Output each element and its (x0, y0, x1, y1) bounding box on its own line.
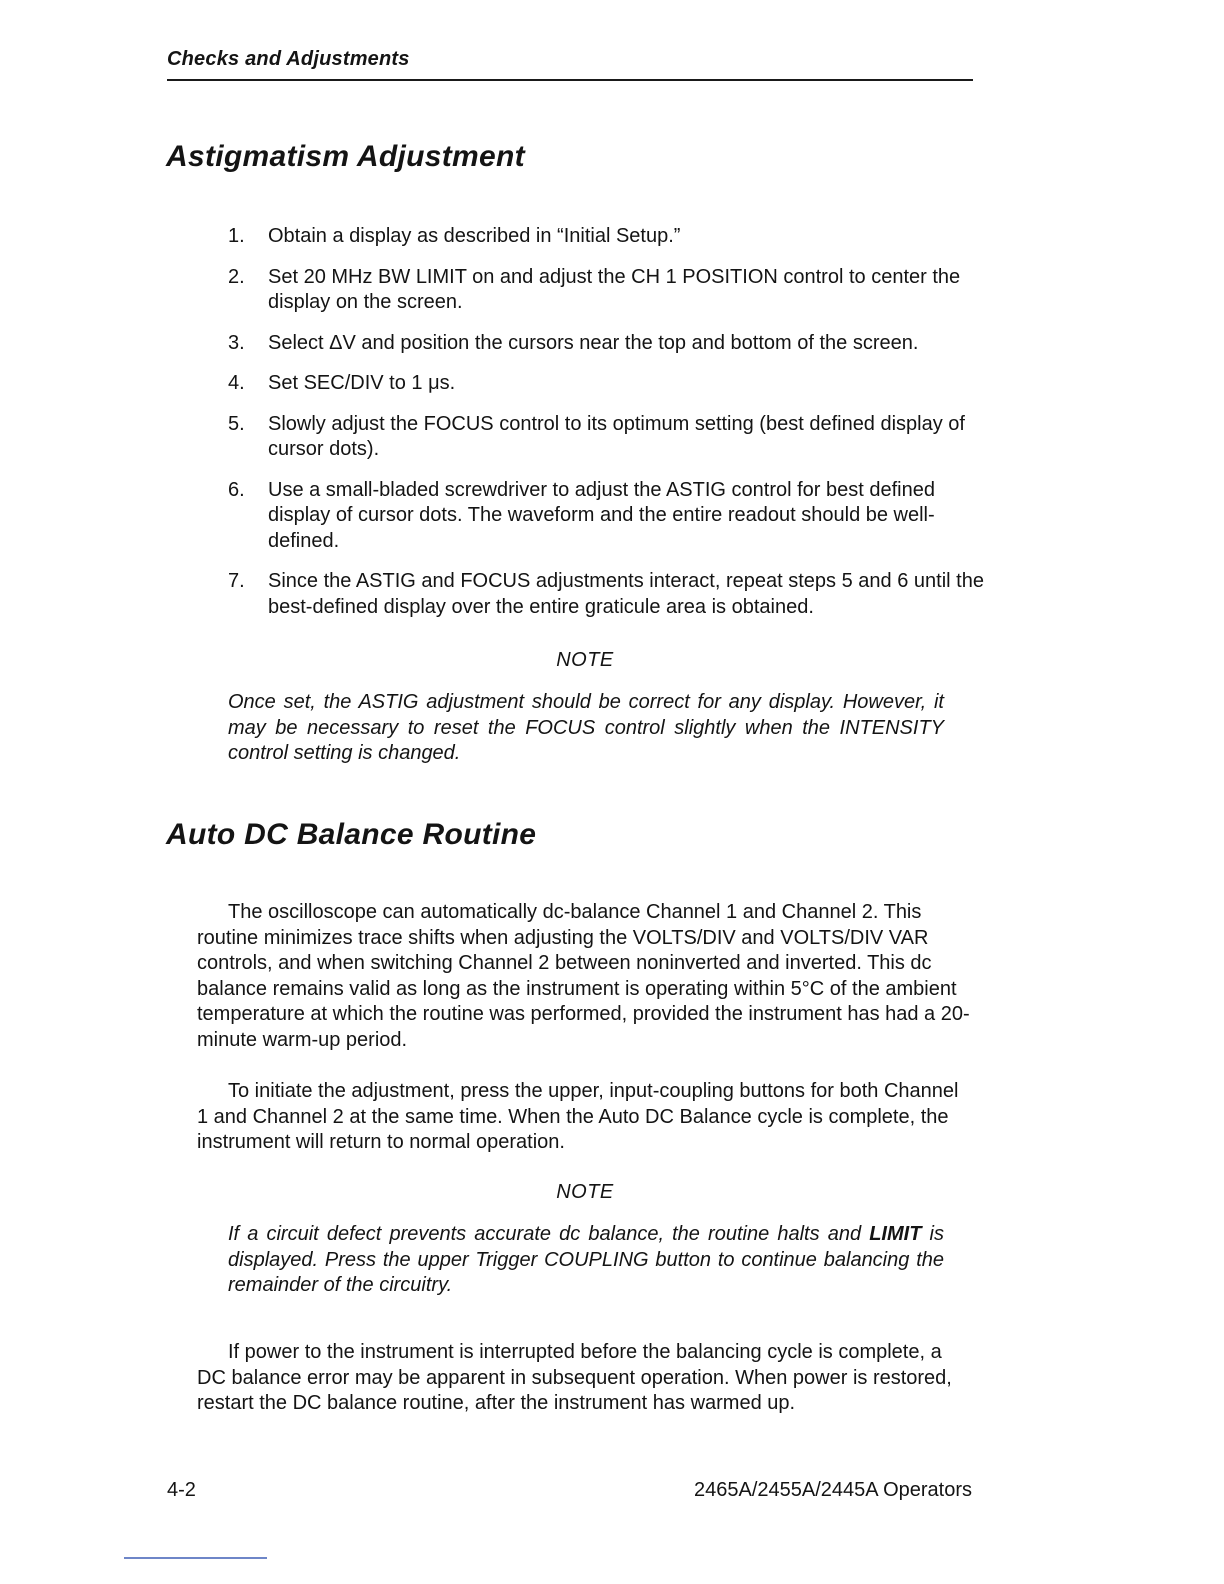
step-text: Set 20 MHz BW LIMIT on and adjust the CH 1 POSITION control to center the display on the screen. (268, 265, 961, 313)
section-title-astigmatism: Astigmatism Adjustment (166, 140, 525, 173)
note-text: Once set, the ASTIG adjustment should be correct for any display. However, it may be necessary to reset the FOCUS control slightly when the INTENSITY control setting is changed. (228, 691, 944, 764)
step-text: Slowly adjust the FOCUS control to its optimum setting (best defined display of cursor dots). (268, 412, 965, 460)
note-heading: NOTE (556, 649, 614, 671)
step-text: Select ΔV and position the cursors near the top and bottom of the screen. (268, 331, 919, 354)
step-number: 2. (228, 265, 245, 288)
astigmatism-steps (228, 224, 988, 635)
step-number: 1. (228, 225, 245, 247)
step-number: 3. (228, 331, 245, 354)
running-header: Checks and Adjustments (167, 48, 410, 70)
step-item (228, 371, 988, 397)
limit-readout-word: LIMIT (869, 1223, 922, 1245)
step-text: Since the ASTIG and FOCUS adjustments interact, repeat steps 5 and 6 until the best-defined display over the entire graticule area is obtained. (268, 570, 984, 618)
manual-title: 2465A/2455A/2445A Operators (694, 1479, 972, 1501)
note-heading: NOTE (556, 1181, 614, 1203)
step-item (228, 265, 988, 316)
step-text: Set SEC/DIV to 1 μs. (268, 372, 456, 394)
body-paragraph: If power to the instrument is interrupted before the balancing cycle is complete, a DC balance error may be apparent in subsequent operation. When power is restored, restart the DC balance routine, after the instrument has warmed up. (197, 1341, 952, 1414)
note-text-part: If a circuit defect prevents accurate dc balance, the routine halts and (228, 1223, 870, 1245)
step-item (228, 569, 988, 620)
step-number: 6. (228, 478, 245, 501)
step-item (228, 412, 988, 463)
body-paragraph: The oscilloscope can automatically dc-balance Channel 1 and Channel 2. This routine minimizes trace shifts when adjusting the VOLTS/DIV and VOLTS/DIV VAR controls, and when switching Channel 2 between noninverted and inverted. This dc balance remains valid as long as the instrument is operating within 5°C of the ambient temperature at which the routine was performed, provided the instrument has had a 20-minute warm-up period. (197, 901, 970, 1051)
step-item (228, 478, 988, 555)
section-title-auto-dc-balance: Auto DC Balance Routine (166, 818, 537, 851)
note-text-part: is displayed. Press the upper Trigger COUPLING button to continue balancing the remainder of the circuitry. (228, 1223, 944, 1296)
step-number: 4. (228, 372, 245, 394)
step-text: Use a small-bladed screwdriver to adjust the ASTIG control for best defined display of cursor dots. The waveform and the entire readout should be well-defined. (268, 478, 935, 552)
scan-mark (124, 1557, 267, 1559)
body-paragraph: To initiate the adjustment, press the upper, input-coupling buttons for both Channel 1 and Channel 2 at the same time. When the Auto DC Balance cycle is complete, the instrument will return to normal operation. (197, 1080, 959, 1153)
step-text: Obtain a display as described in “Initial Setup.” (268, 225, 681, 247)
page-number: 4-2 (167, 1479, 196, 1501)
step-item (228, 331, 988, 357)
step-number: 7. (228, 570, 245, 592)
header-rule (167, 79, 973, 81)
note-text (228, 1222, 944, 1299)
step-number: 5. (228, 412, 245, 435)
step-item (228, 224, 988, 250)
